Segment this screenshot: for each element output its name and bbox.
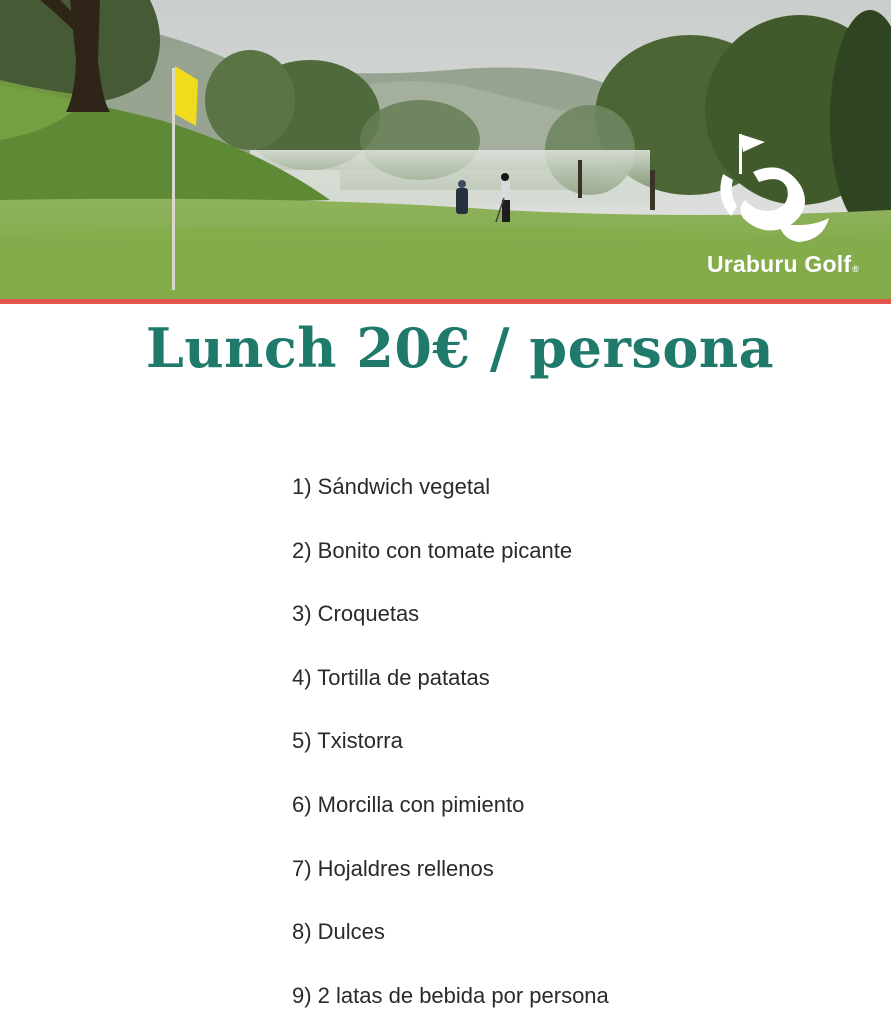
flagstick [172, 68, 175, 290]
menu-item: 3) Croquetas [292, 601, 420, 627]
logo-wordmark [693, 251, 873, 278]
menu-item: 6) Morcilla con pimiento [292, 791, 525, 817]
menu-item: 9) 2 latas de bebida por persona [292, 982, 609, 1008]
menu-item: 8) Dulces [292, 919, 385, 945]
accent-divider [0, 299, 891, 304]
menu-list [292, 472, 609, 1024]
page-title: Lunch 20€ / persona [145, 316, 775, 380]
header-banner [0, 0, 891, 300]
menu-item: 7) Hojaldres rellenos [292, 855, 494, 881]
menu-item: 2) Bonito con tomate picante [292, 537, 573, 563]
logo-name: Uraburu Golf [706, 251, 852, 277]
menu-item: 5) Txistorra [292, 728, 403, 754]
registered-mark: ® [852, 264, 860, 274]
menu-item: 4) Tortilla de patatas [292, 664, 490, 690]
flag-golf-logo-icon [693, 128, 873, 258]
menu-item: 1) Sándwich vegetal [292, 474, 491, 499]
uraburu-golf-logo [693, 128, 873, 288]
